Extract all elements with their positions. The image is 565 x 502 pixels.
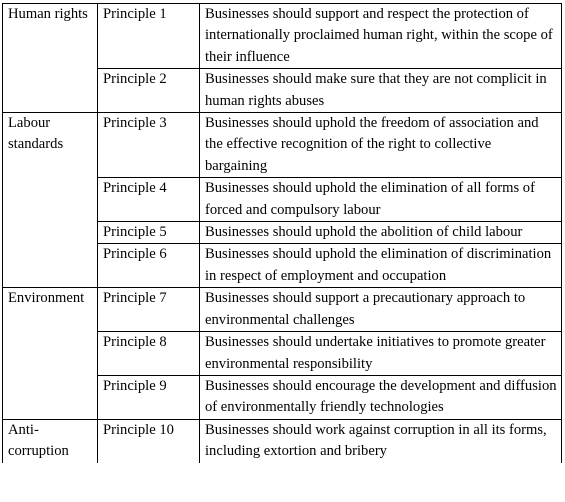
table-row [3, 113, 562, 178]
principle-description-cell: Businesses should uphold the abolition of child labour [200, 222, 562, 244]
principle-description-cell: Businesses should uphold the freedom of association and the effective recognition of the right to collective bargaining [200, 113, 562, 178]
principle-number-cell: Principle 5 [98, 222, 200, 244]
principle-description-cell: Businesses should undertake initiatives to promote greater environmental responsibility [200, 332, 562, 376]
principle-description-cell: Businesses should support and respect the protection of internationally proclaimed human right, within the scope of their influence [200, 4, 562, 69]
category-cell: Anti-corruption [3, 419, 98, 462]
principle-number-cell: Principle 9 [98, 375, 200, 419]
principle-description-cell: Businesses should uphold the elimination of all forms of forced and compulsory labour [200, 178, 562, 222]
principle-number-cell: Principle 4 [98, 178, 200, 222]
principle-description-cell: Businesses should uphold the elimination of discrimination in respect of employment and occupation [200, 244, 562, 288]
principle-description-cell: Businesses should support a precautionary approach to environmental challenges [200, 288, 562, 332]
principle-description-cell: Businesses should work against corruption in all its forms, including extortion and bribery [200, 419, 562, 462]
category-cell: Labour standards [3, 113, 98, 288]
principle-number-cell: Principle 6 [98, 244, 200, 288]
principle-number-cell: Principle 2 [98, 69, 200, 113]
category-cell: Environment [3, 288, 98, 419]
principle-description-cell: Businesses should encourage the development and diffusion of environmentally friendly technologies [200, 375, 562, 419]
table-row [3, 4, 562, 69]
category-cell: Human rights [3, 4, 98, 113]
principle-number-cell: Principle 3 [98, 113, 200, 178]
un-global-compact-principles-table [2, 3, 562, 463]
principle-number-cell: Principle 8 [98, 332, 200, 376]
table-row [3, 288, 562, 332]
principle-number-cell: Principle 10 [98, 419, 200, 462]
table-row [3, 419, 562, 462]
principle-number-cell: Principle 7 [98, 288, 200, 332]
principle-description-cell: Businesses should make sure that they are not complicit in human rights abuses [200, 69, 562, 113]
principle-number-cell: Principle 1 [98, 4, 200, 69]
